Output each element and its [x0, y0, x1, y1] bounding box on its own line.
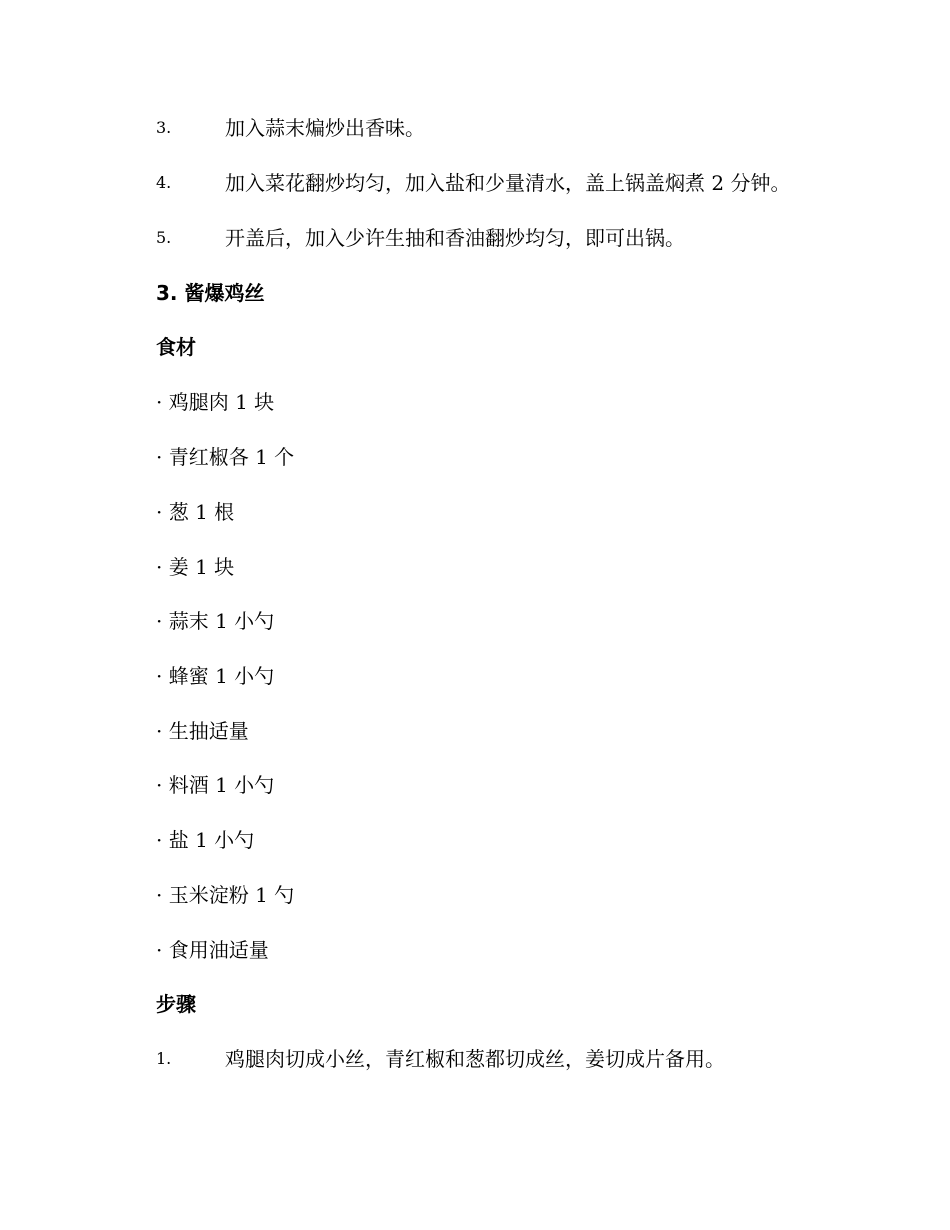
step-number: 1. [156, 1049, 172, 1068]
ingredient-item: · 食用油适量 [156, 938, 269, 962]
ingredient-item: · 蒜末 1 小勺 [156, 609, 275, 633]
step-text: 开盖后，加入少许生抽和香油翻炒均匀，即可出锅。 [225, 226, 685, 250]
step-text: 加入蒜末煸炒出香味。 [225, 116, 425, 140]
ingredient-item: · 盐 1 小勺 [156, 828, 255, 852]
ingredient-item: · 蜂蜜 1 小勺 [156, 664, 275, 688]
step-number: 4. [156, 173, 172, 192]
ingredients-heading: 食材 [156, 335, 196, 359]
ingredient-item: · 玉米淀粉 1 勺 [156, 883, 295, 907]
step-number: 5. [156, 228, 172, 247]
recipe-title: 3. 酱爆鸡丝 [156, 281, 265, 305]
ingredient-item: · 鸡腿肉 1 块 [156, 390, 275, 414]
step-number: 3. [156, 118, 172, 137]
ingredient-item: · 青红椒各 1 个 [156, 445, 295, 469]
ingredient-item: · 葱 1 根 [156, 500, 235, 524]
ingredient-item: · 料酒 1 小勺 [156, 773, 275, 797]
ingredient-item: · 姜 1 块 [156, 555, 235, 579]
step-text: 加入菜花翻炒均匀，加入盐和少量清水，盖上锅盖焖煮 2 分钟。 [225, 171, 791, 195]
steps-heading: 步骤 [156, 992, 196, 1016]
step-text: 鸡腿肉切成小丝，青红椒和葱都切成丝，姜切成片备用。 [225, 1047, 725, 1071]
ingredient-item: · 生抽适量 [156, 719, 249, 743]
